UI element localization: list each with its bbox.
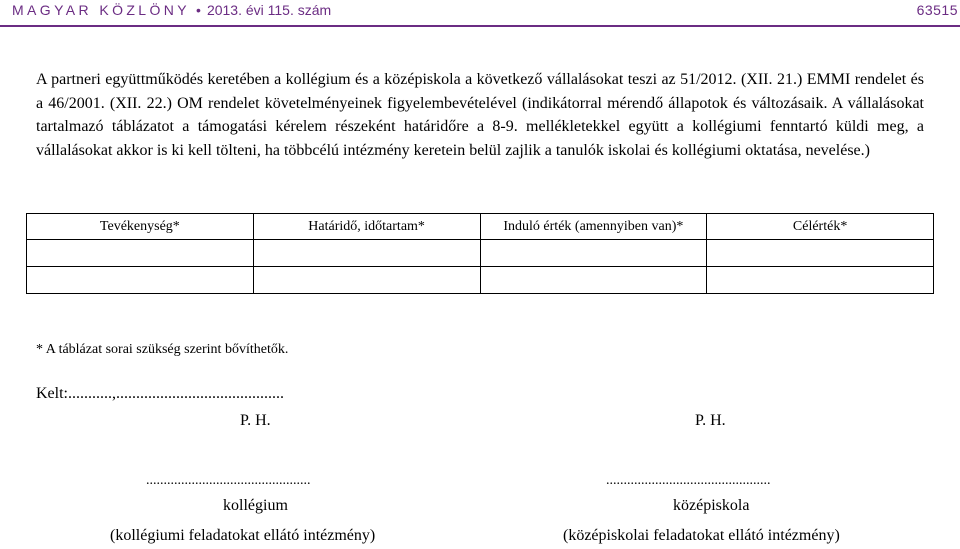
- column-header-initial-value: Induló érték (amennyiben van)*: [480, 214, 707, 240]
- signatory-name-right: középiskola: [673, 497, 750, 514]
- table-cell: [707, 267, 934, 294]
- signatory-name-left: kollégium: [223, 497, 288, 514]
- table-cell: [253, 267, 480, 294]
- column-header-activity: Tevékenység*: [27, 214, 254, 240]
- table-row: [27, 267, 934, 294]
- issue-label: 2013. évi 115. szám: [206, 2, 332, 18]
- table-header-row: [27, 214, 934, 240]
- signature-line-right: ...............................................: [606, 473, 771, 488]
- header-separator: •: [196, 2, 201, 18]
- intro-paragraph: A partneri együttműködés keretében a kollégium és a középiskola a következő vállalásokat teszi az 51/2012. (XII. 21.) EMMI rendelet és a 46/2001. (XII. 22.) OM rendelet követelményeinek figyelembevételével (indikátorral mérendő állapotok és változásaik. A vállalásokat tartalmazó táblázatot a támogatási kérelem részeként határidőre a 8-9. mellékletekkel együtt a kollégiumi fenntartó küldi meg, a vállalásokat akkor is ki kell tölteni, ha többcélú intézmény keretein belül zajlik a tanulók iskolai és kollégiumi oktatása, nevelése.): [36, 71, 924, 159]
- commitments-table: [26, 213, 934, 294]
- signature-line-left: ...............................................: [146, 473, 311, 488]
- table-cell: [707, 240, 934, 267]
- table-cell: [480, 240, 707, 267]
- page-header: [12, 2, 960, 22]
- column-header-target-value: Célérték*: [707, 214, 934, 240]
- date-place-line: Kelt:...........,..........................................: [36, 385, 284, 402]
- page-number: 63515: [916, 2, 958, 18]
- header-rule: [0, 25, 960, 27]
- signatory-description-right: (középiskolai feladatokat ellátó intézmény): [563, 527, 840, 544]
- table-cell: [27, 240, 254, 267]
- table-footnote: * A táblázat sorai szükség szerint bővíthetők.: [36, 342, 289, 357]
- table-row: [27, 240, 934, 267]
- column-header-deadline: Határidő, időtartam*: [253, 214, 480, 240]
- stamp-placeholder-left: P. H.: [240, 412, 271, 429]
- signatory-description-left: (kollégiumi feladatokat ellátó intézmény): [110, 527, 376, 544]
- publication-title: MAGYAR KÖZLÖNY: [12, 2, 191, 18]
- table-cell: [27, 267, 254, 294]
- header-left: [12, 2, 331, 18]
- table-cell: [253, 240, 480, 267]
- table-cell: [480, 267, 707, 294]
- stamp-placeholder-right: P. H.: [695, 412, 726, 429]
